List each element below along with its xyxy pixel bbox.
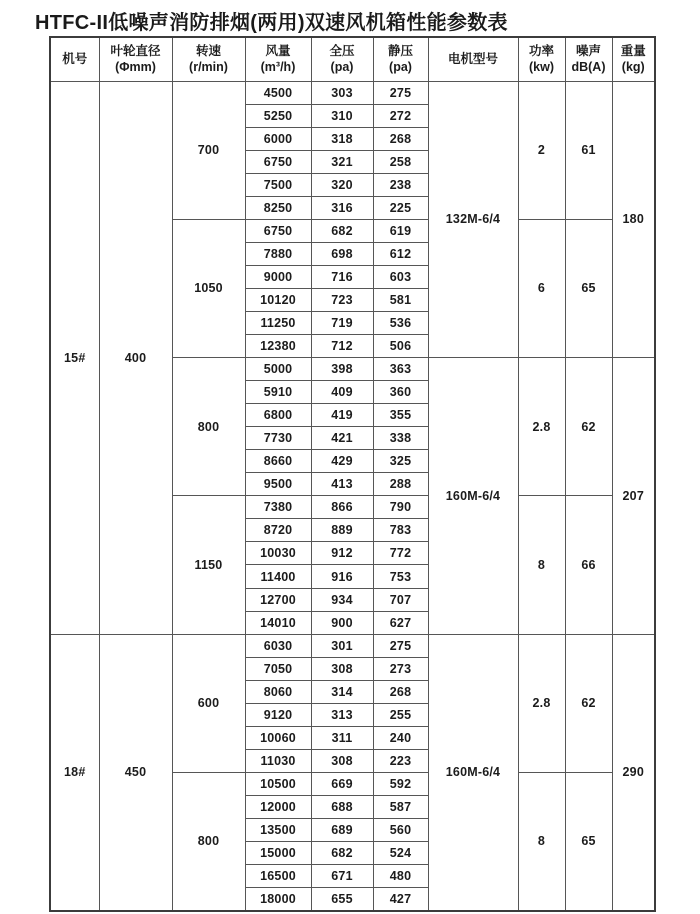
cell-static-pressure: 592 (373, 772, 428, 795)
cell-total-pressure: 655 (311, 888, 373, 911)
cell-air-volume: 5250 (245, 104, 311, 127)
cell-static-pressure: 581 (373, 288, 428, 311)
cell-air-volume: 8720 (245, 519, 311, 542)
cell-motor-model: 132M-6/4 (428, 81, 518, 358)
cell-static-pressure: 355 (373, 404, 428, 427)
cell-air-volume: 11030 (245, 749, 311, 772)
header-motor-model (428, 37, 518, 81)
header-weight (612, 37, 655, 81)
header-noise-unit: dB(A) (571, 60, 606, 75)
table-body (50, 81, 655, 911)
cell-total-pressure: 303 (311, 81, 373, 104)
table-header (50, 37, 655, 81)
cell-noise: 61 (565, 81, 612, 219)
cell-air-volume: 14010 (245, 611, 311, 634)
cell-total-pressure: 320 (311, 173, 373, 196)
cell-air-volume: 8250 (245, 196, 311, 219)
cell-air-volume: 12000 (245, 795, 311, 818)
cell-static-pressure: 273 (373, 657, 428, 680)
cell-air-volume: 7880 (245, 242, 311, 265)
cell-fan-model: 18# (50, 634, 99, 911)
cell-air-volume: 6750 (245, 219, 311, 242)
cell-air-volume: 9500 (245, 473, 311, 496)
cell-total-pressure: 912 (311, 542, 373, 565)
cell-static-pressure: 288 (373, 473, 428, 496)
cell-total-pressure: 398 (311, 358, 373, 381)
cell-total-pressure: 916 (311, 565, 373, 588)
header-noise-label: 噪声 (575, 44, 601, 58)
cell-noise: 62 (565, 634, 612, 772)
cell-noise: 65 (565, 772, 612, 911)
cell-air-volume: 7050 (245, 657, 311, 680)
table-row (50, 634, 655, 657)
cell-speed: 600 (172, 634, 245, 772)
header-weight-label: 重量 (620, 44, 646, 58)
cell-total-pressure: 723 (311, 288, 373, 311)
cell-air-volume: 6000 (245, 127, 311, 150)
cell-air-volume: 7730 (245, 427, 311, 450)
cell-air-volume: 12700 (245, 588, 311, 611)
header-air-volume-label: 风量 (265, 44, 291, 58)
header-speed (172, 37, 245, 81)
cell-air-volume: 4500 (245, 81, 311, 104)
header-weight-unit: (kg) (621, 60, 645, 75)
cell-speed: 1050 (172, 219, 245, 357)
cell-static-pressure: 524 (373, 842, 428, 865)
cell-total-pressure: 682 (311, 219, 373, 242)
cell-total-pressure: 866 (311, 496, 373, 519)
cell-noise: 62 (565, 358, 612, 496)
cell-total-pressure: 316 (311, 196, 373, 219)
cell-static-pressure: 783 (373, 519, 428, 542)
cell-total-pressure: 698 (311, 242, 373, 265)
header-total-pressure (311, 37, 373, 81)
header-power (518, 37, 565, 81)
cell-weight: 207 (612, 358, 655, 635)
cell-speed: 800 (172, 358, 245, 496)
cell-power: 2.8 (518, 358, 565, 496)
cell-impeller-diameter: 450 (99, 634, 172, 911)
cell-total-pressure: 889 (311, 519, 373, 542)
cell-static-pressure: 587 (373, 795, 428, 818)
header-power-unit: (kw) (529, 60, 554, 75)
cell-total-pressure: 311 (311, 726, 373, 749)
cell-total-pressure: 321 (311, 150, 373, 173)
cell-total-pressure: 318 (311, 127, 373, 150)
header-impeller-diameter-unit: (Φmm) (115, 60, 156, 75)
cell-static-pressure: 275 (373, 634, 428, 657)
cell-total-pressure: 716 (311, 265, 373, 288)
cell-fan-model: 15# (50, 81, 99, 634)
cell-static-pressure: 275 (373, 81, 428, 104)
cell-air-volume: 18000 (245, 888, 311, 911)
cell-air-volume: 9000 (245, 265, 311, 288)
cell-total-pressure: 413 (311, 473, 373, 496)
cell-static-pressure: 268 (373, 680, 428, 703)
cell-power: 8 (518, 772, 565, 911)
cell-air-volume: 8660 (245, 450, 311, 473)
cell-total-pressure: 421 (311, 427, 373, 450)
cell-static-pressure: 325 (373, 450, 428, 473)
cell-static-pressure: 603 (373, 265, 428, 288)
header-motor-model-label: 电机型号 (447, 52, 498, 67)
cell-static-pressure: 707 (373, 588, 428, 611)
cell-total-pressure: 308 (311, 749, 373, 772)
cell-total-pressure: 429 (311, 450, 373, 473)
cell-noise: 65 (565, 219, 612, 357)
cell-total-pressure: 688 (311, 795, 373, 818)
cell-air-volume: 6800 (245, 404, 311, 427)
cell-total-pressure: 313 (311, 703, 373, 726)
cell-total-pressure: 310 (311, 104, 373, 127)
cell-motor-model: 160M-6/4 (428, 358, 518, 635)
header-static-pressure-unit: (pa) (389, 60, 412, 75)
cell-static-pressure: 619 (373, 219, 428, 242)
cell-total-pressure: 301 (311, 634, 373, 657)
header-total-pressure-label: 全压 (329, 44, 355, 58)
cell-static-pressure: 360 (373, 381, 428, 404)
cell-static-pressure: 255 (373, 703, 428, 726)
header-fan-model (50, 37, 99, 81)
cell-static-pressure: 427 (373, 888, 428, 911)
header-total-pressure-unit: (pa) (330, 60, 354, 75)
cell-total-pressure: 669 (311, 772, 373, 795)
cell-total-pressure: 900 (311, 611, 373, 634)
cell-speed: 800 (172, 772, 245, 911)
cell-speed: 1150 (172, 496, 245, 634)
cell-air-volume: 9120 (245, 703, 311, 726)
page-title: HTFC-II低噪声消防排烟(两用)双速风机箱性能参数表 (35, 12, 508, 34)
cell-air-volume: 12380 (245, 335, 311, 358)
header-noise (565, 37, 612, 81)
cell-total-pressure: 671 (311, 865, 373, 888)
cell-static-pressure: 612 (373, 242, 428, 265)
header-static-pressure (373, 37, 428, 81)
cell-air-volume: 6030 (245, 634, 311, 657)
cell-air-volume: 10500 (245, 772, 311, 795)
cell-air-volume: 10060 (245, 726, 311, 749)
cell-total-pressure: 409 (311, 381, 373, 404)
cell-total-pressure: 308 (311, 657, 373, 680)
cell-air-volume: 10030 (245, 542, 311, 565)
cell-air-volume: 8060 (245, 680, 311, 703)
cell-total-pressure: 719 (311, 311, 373, 334)
header-fan-model-label: 机号 (62, 52, 88, 67)
cell-total-pressure: 934 (311, 588, 373, 611)
header-power-label: 功率 (528, 44, 554, 58)
cell-static-pressure: 225 (373, 196, 428, 219)
cell-static-pressure: 258 (373, 150, 428, 173)
cell-air-volume: 16500 (245, 865, 311, 888)
cell-air-volume: 5000 (245, 358, 311, 381)
cell-air-volume: 5910 (245, 381, 311, 404)
cell-static-pressure: 268 (373, 127, 428, 150)
cell-total-pressure: 314 (311, 680, 373, 703)
cell-static-pressure: 240 (373, 726, 428, 749)
header-impeller-diameter (99, 37, 172, 81)
cell-total-pressure: 712 (311, 335, 373, 358)
cell-noise: 66 (565, 496, 612, 634)
cell-impeller-diameter: 400 (99, 81, 172, 634)
cell-air-volume: 6750 (245, 150, 311, 173)
cell-air-volume: 10120 (245, 288, 311, 311)
cell-weight: 180 (612, 81, 655, 358)
cell-speed: 700 (172, 81, 245, 219)
cell-weight: 290 (612, 634, 655, 911)
cell-static-pressure: 772 (373, 542, 428, 565)
cell-static-pressure: 272 (373, 104, 428, 127)
cell-static-pressure: 506 (373, 335, 428, 358)
cell-static-pressure: 560 (373, 819, 428, 842)
cell-static-pressure: 338 (373, 427, 428, 450)
cell-static-pressure: 363 (373, 358, 428, 381)
cell-air-volume: 13500 (245, 819, 311, 842)
cell-static-pressure: 238 (373, 173, 428, 196)
header-air-volume (245, 37, 311, 81)
header-row (50, 37, 655, 81)
cell-power: 2.8 (518, 634, 565, 772)
cell-air-volume: 7500 (245, 173, 311, 196)
cell-static-pressure: 223 (373, 749, 428, 772)
cell-air-volume: 11250 (245, 311, 311, 334)
cell-motor-model: 160M-6/4 (428, 634, 518, 911)
cell-power: 8 (518, 496, 565, 634)
cell-air-volume: 7380 (245, 496, 311, 519)
spec-table (49, 36, 656, 912)
cell-power: 2 (518, 81, 565, 219)
cell-total-pressure: 419 (311, 404, 373, 427)
cell-static-pressure: 480 (373, 865, 428, 888)
cell-air-volume: 15000 (245, 842, 311, 865)
cell-power: 6 (518, 219, 565, 357)
header-speed-unit: (r/min) (189, 60, 228, 75)
header-static-pressure-label: 静压 (387, 44, 413, 58)
cell-static-pressure: 753 (373, 565, 428, 588)
cell-total-pressure: 689 (311, 819, 373, 842)
header-impeller-diameter-label: 叶轮直径 (110, 44, 161, 58)
table-row (50, 81, 655, 104)
cell-air-volume: 11400 (245, 565, 311, 588)
cell-static-pressure: 536 (373, 311, 428, 334)
cell-static-pressure: 627 (373, 611, 428, 634)
header-speed-label: 转速 (195, 44, 221, 58)
cell-total-pressure: 682 (311, 842, 373, 865)
cell-static-pressure: 790 (373, 496, 428, 519)
header-air-volume-unit: (m³/h) (260, 60, 296, 75)
